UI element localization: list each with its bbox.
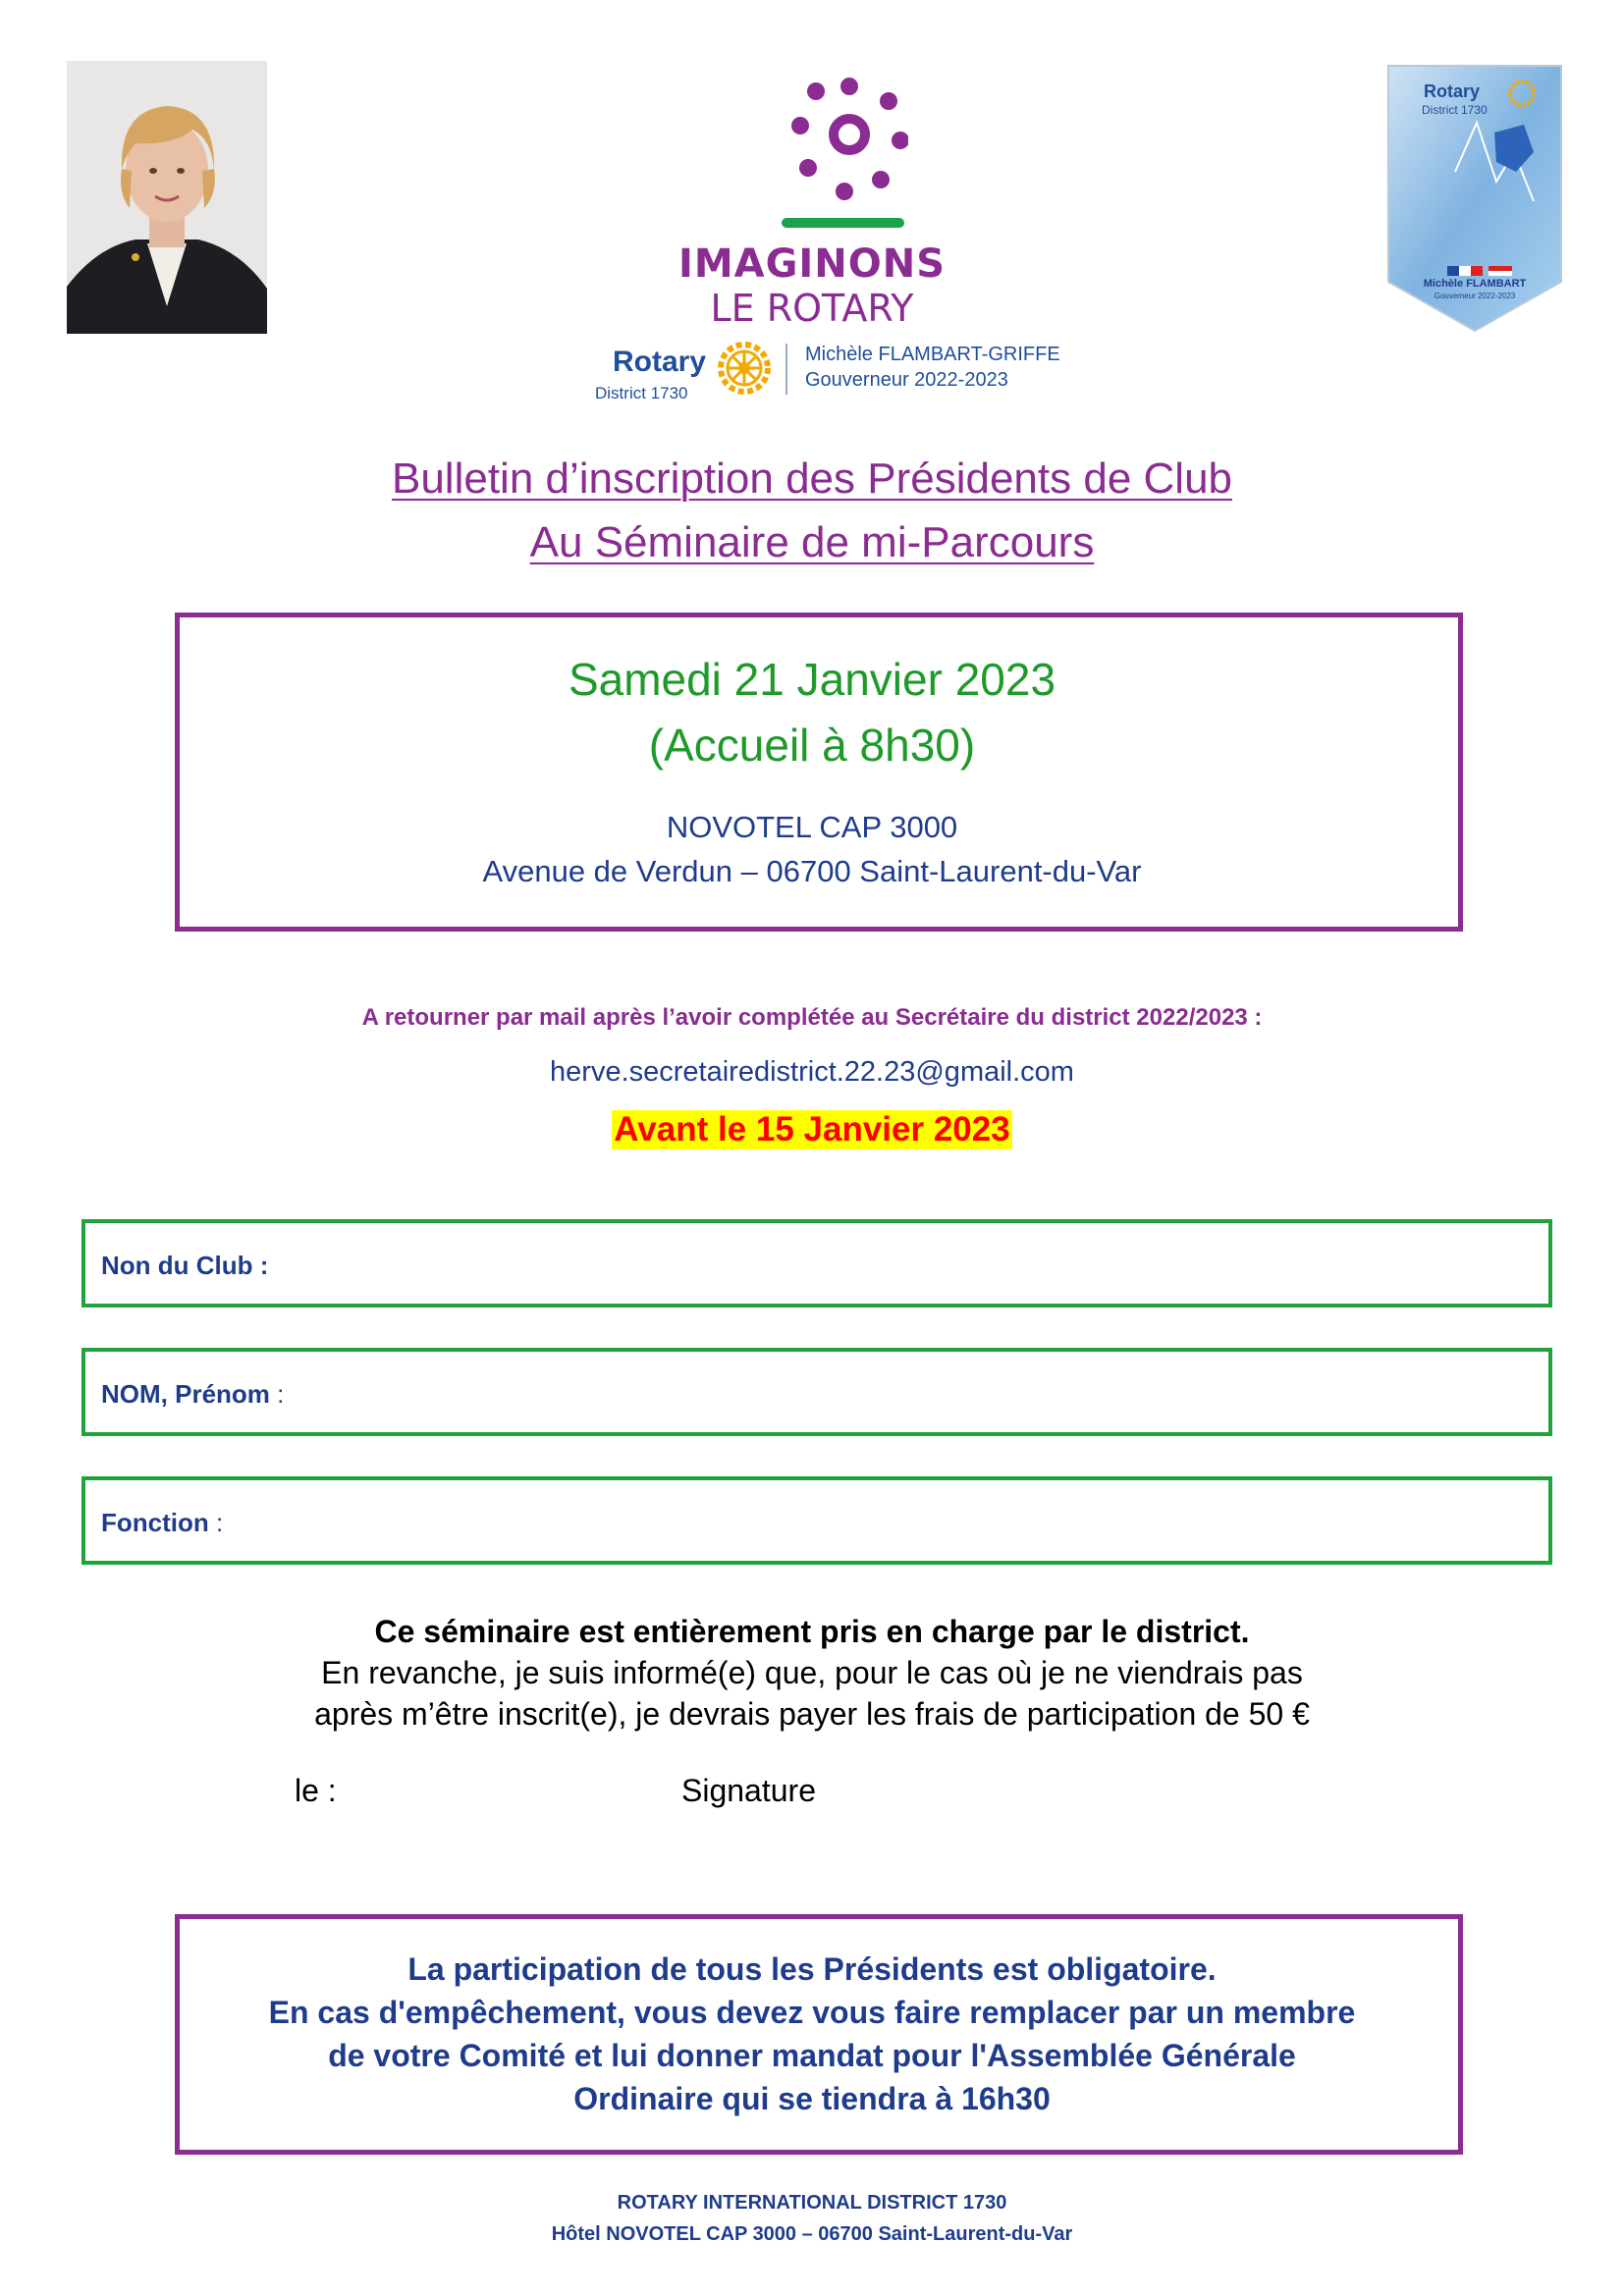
pennant-term-text: Gouverneur 2022-2023 (1434, 292, 1516, 300)
governor-name: Michèle FLAMBART-GRIFFE (805, 344, 1060, 365)
notice-line1: La participation de tous les Présidents est obligatoire. (407, 1951, 1217, 1987)
attendance-notice-box (175, 1914, 1463, 2155)
pennant-rotary-text: Rotary (1424, 81, 1481, 101)
club-name-label: Non du Club : (101, 1251, 269, 1280)
return-instructions: A retourner par mail après l’avoir complétée au Secrétaire du district 2022/2023 : (361, 1004, 1263, 1031)
fonction-label-colon: : (208, 1508, 224, 1537)
charge-statement-line1: En revanche, je suis informé(e) que, pour le cas où je ne viendrais pas (321, 1655, 1303, 1690)
club-name-field[interactable] (81, 1219, 1552, 1308)
full-name-label-colon: : (269, 1379, 285, 1409)
governor-term: Gouverneur 2022-2023 (805, 369, 1008, 391)
charge-statement-line2: après m’être inscrit(e), je devrais payer les frais de participation de 50 € (314, 1696, 1310, 1732)
page-title-line1: Bulletin d’inscription des Présidents de Club (391, 454, 1233, 503)
notice-line3: de votre Comité et lui donner mandat pour l'Assemblée Générale (328, 2038, 1296, 2073)
rotary-district-text: District 1730 (595, 384, 688, 402)
logo-le-rotary-text: LE ROTARY (710, 287, 914, 330)
event-date: Samedi 21 Janvier 2023 (568, 654, 1056, 705)
date-label: le : (295, 1773, 337, 1808)
secretary-email-link[interactable]: herve.secretairedistrict.22.23@gmail.com (550, 1056, 1074, 1088)
district-pennant-image (1386, 64, 1563, 334)
footer-line1: ROTARY INTERNATIONAL DISTRICT 1730 (617, 2192, 1007, 2214)
fonction-label (101, 1508, 223, 1538)
fonction-field[interactable] (81, 1476, 1552, 1565)
deadline-text: Avant le 15 Janvier 2023 (614, 1110, 1010, 1148)
pennant-name-text: Michèle FLAMBART (1423, 278, 1527, 290)
rotary-wheel-icon (717, 341, 772, 396)
deadline-wrapper (0, 1110, 1624, 1149)
logo-green-bar (782, 218, 904, 228)
rotary-wordmark: Rotary (613, 346, 707, 378)
signature-label: Signature (681, 1773, 816, 1808)
logo-separator (785, 344, 787, 395)
fonction-label-text: Fonction (101, 1508, 209, 1537)
notice-line4: Ordinaire qui se tiendra à 16h30 (573, 2081, 1051, 2116)
full-name-label (101, 1379, 284, 1410)
pennant-district-text: District 1730 (1422, 103, 1488, 117)
imaginons-logo-dots-icon (790, 72, 908, 209)
page-title-line2: Au Séminaire de mi-Parcours (529, 518, 1095, 566)
event-address: Avenue de Verdun – 06700 Saint-Laurent-du-Var (482, 854, 1142, 888)
full-name-label-text: NOM, Prénom (101, 1379, 270, 1409)
logo-imaginons-text: IMAGINONS (677, 241, 947, 287)
event-place: NOVOTEL CAP 3000 (666, 810, 958, 844)
event-time: (Accueil à 8h30) (648, 720, 976, 771)
notice-line2: En cas d'empêchement, vous devez vous faire remplacer par un membre (268, 1995, 1356, 2030)
full-name-field[interactable] (81, 1348, 1552, 1436)
footer-line2: Hôtel NOVOTEL CAP 3000 – 06700 Saint-Laurent-du-Var (551, 2223, 1073, 2245)
charge-statement-bold: Ce séminaire est entièrement pris en charge par le district. (374, 1614, 1250, 1649)
